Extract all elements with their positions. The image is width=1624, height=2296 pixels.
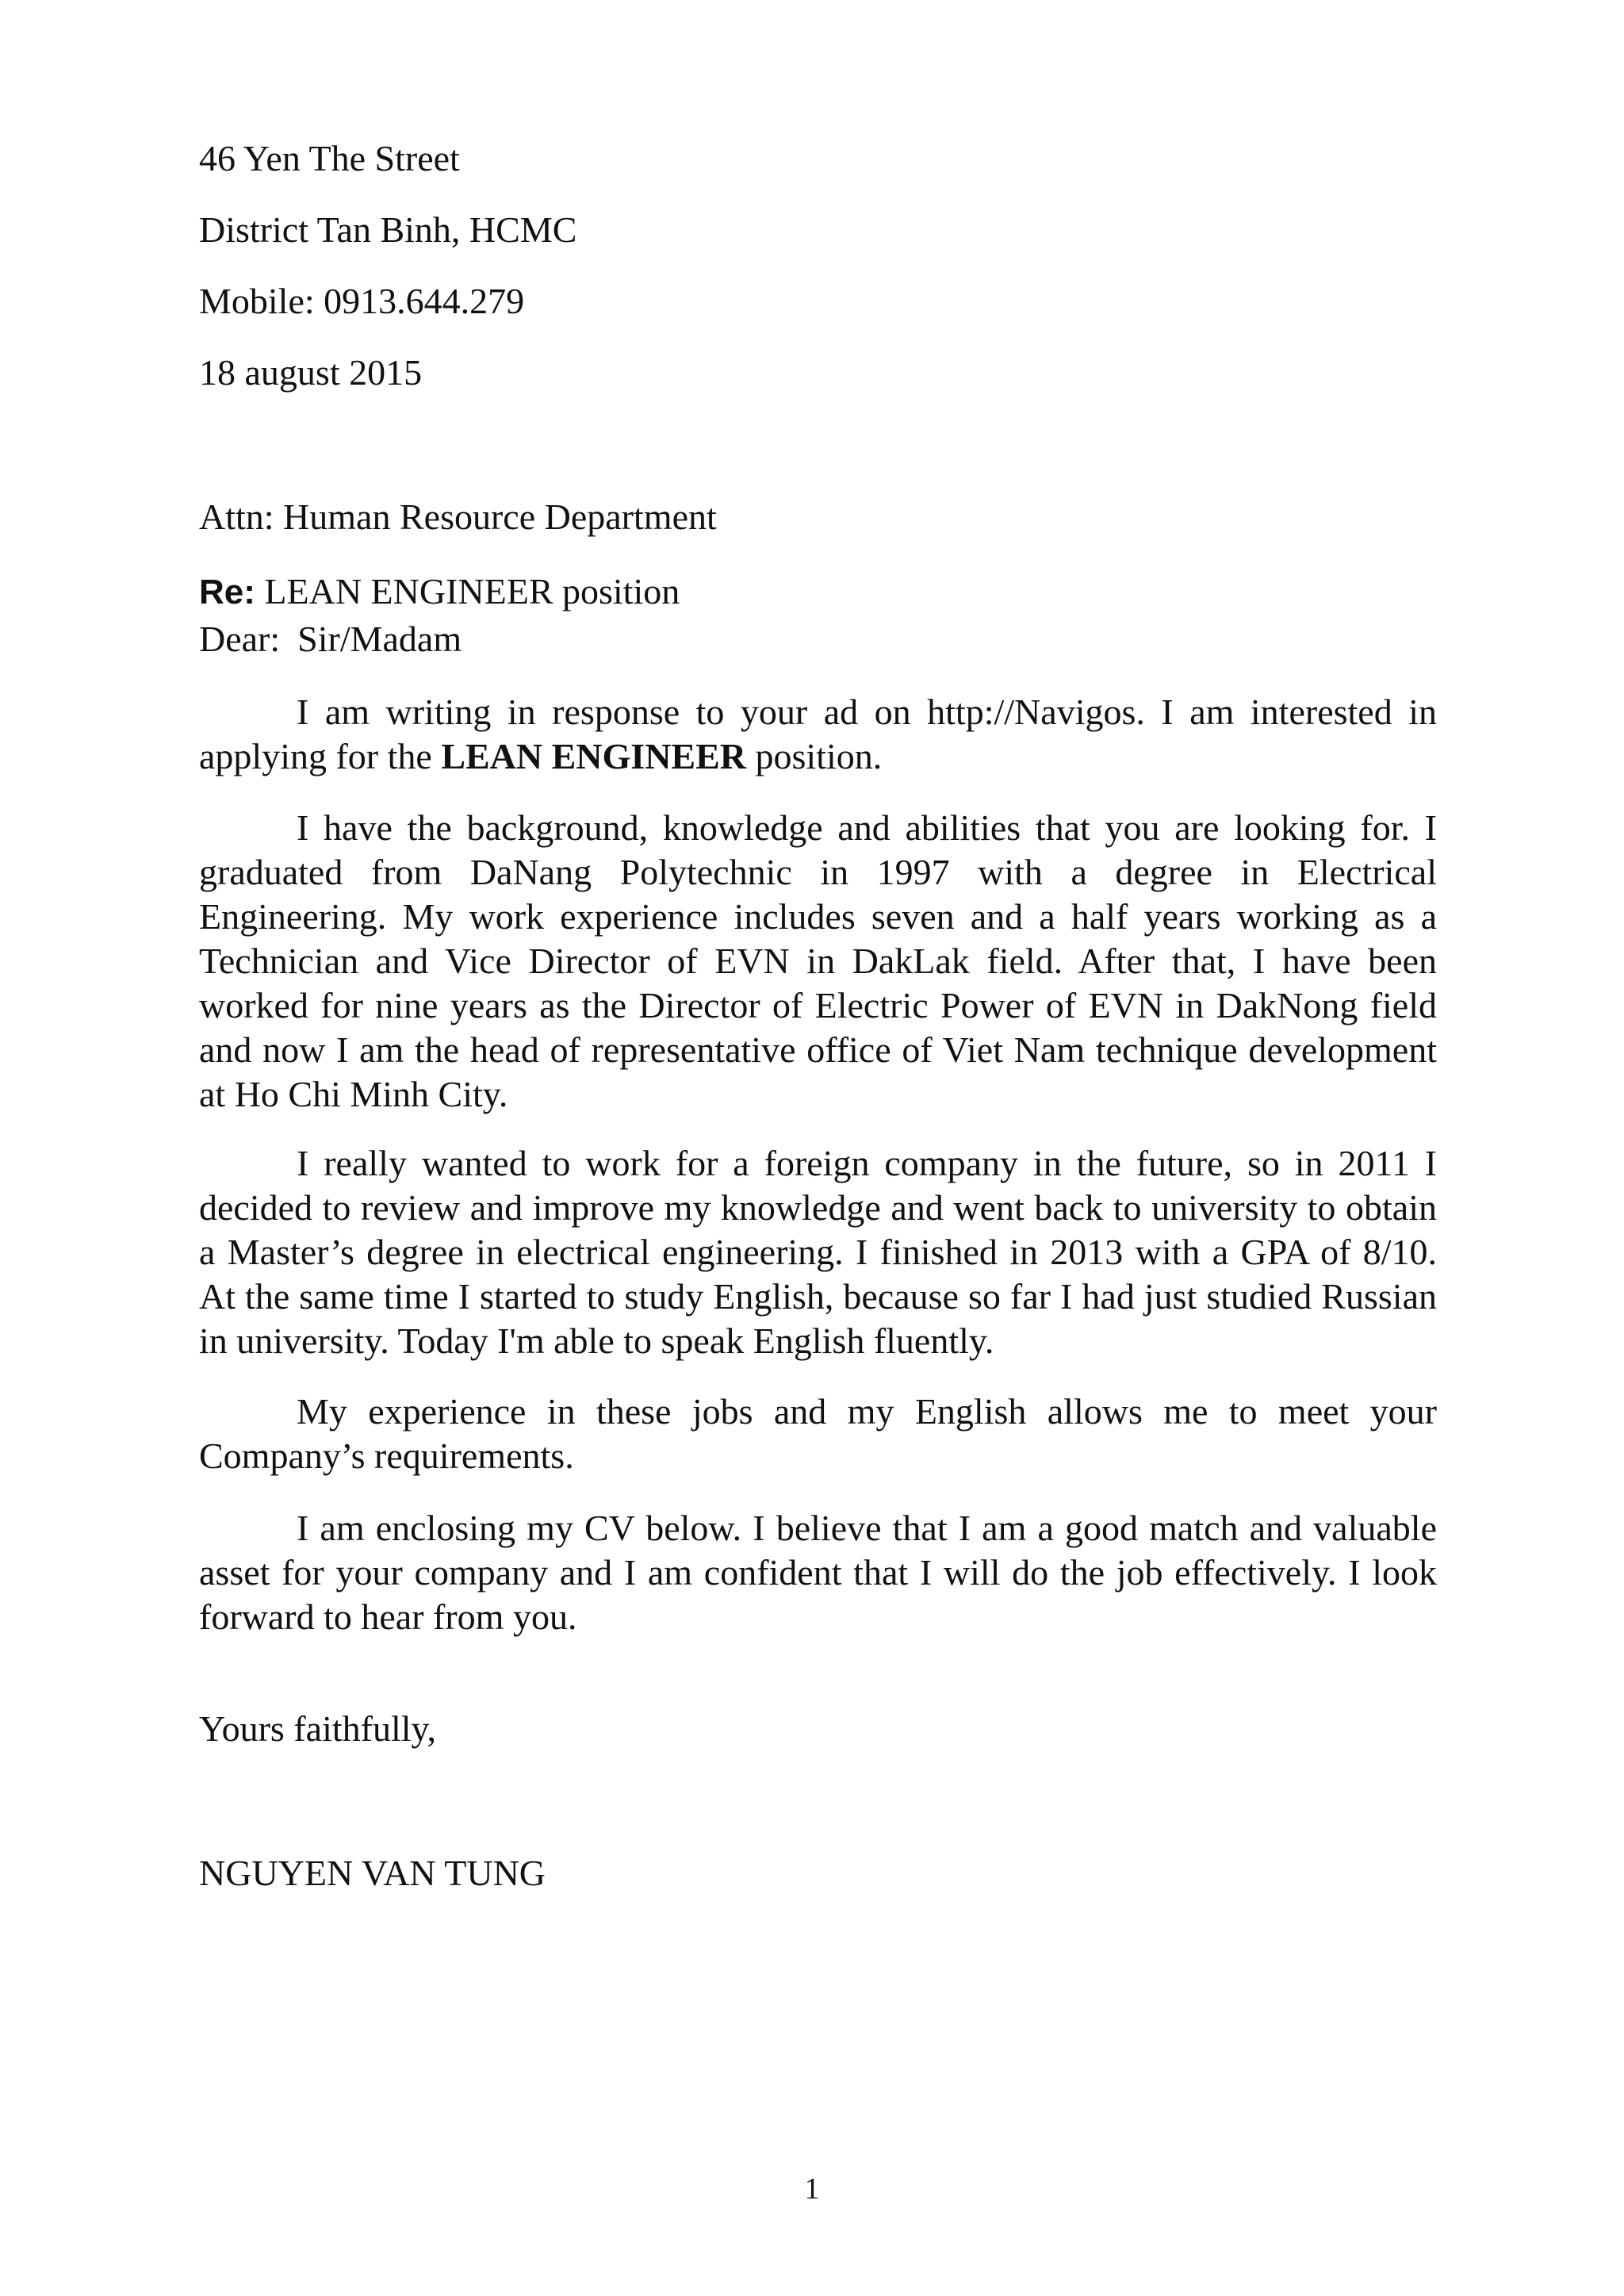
p1-intro: I am writing in response to your ad on http://Navigos. I am interested in applying for the xyxy=(199,692,1437,776)
body-paragraph-1 xyxy=(199,690,1437,779)
p1-position: LEAN ENGINEER xyxy=(441,736,747,776)
closing: Yours faithfully, xyxy=(199,1708,437,1749)
subject-text: LEAN ENGINEER position xyxy=(255,571,680,611)
body-paragraph-2: I have the background, knowledge and abilities that you are looking for. I graduated from DaNang Polytechnic in 1997 with a degree in Electrical Engineering. My work experience includes seven and a half years working as a Technician and Vice Director of EVN in DakLak field. After that, I have been worked for nine years as the Director of Electric Power of EVN in DakNong field and now I am the head of representative office of Viet Nam technique development at Ho Chi Minh City. xyxy=(199,807,1437,1114)
page-number: 1 xyxy=(804,2172,820,2206)
salutation-text: Sir/Madam xyxy=(297,619,462,659)
subject-label: Re: xyxy=(199,573,255,611)
salutation-label: Dear: xyxy=(199,619,281,659)
body-paragraph-4: My experience in these jobs and my English allows me to meet your Company’s requirements. xyxy=(199,1391,1437,1476)
sender-street: 46 Yen The Street xyxy=(199,138,460,178)
body-paragraph-5: I am enclosing my CV below. I believe that I am a good match and valuable asset for your company and I am confident that I will do the job effectively. I look forward to hear from you. xyxy=(199,1508,1437,1637)
p1-end: position. xyxy=(746,736,883,776)
attention-line: Attn: Human Resource Department xyxy=(199,496,717,537)
letter-date: 18 august 2015 xyxy=(199,352,423,393)
signature-name: NGUYEN VAN TUNG xyxy=(199,1853,546,1893)
sender-mobile: Mobile: 0913.644.279 xyxy=(199,281,525,321)
sender-district: District Tan Binh, HCMC xyxy=(199,209,577,250)
body-paragraph-3: I really wanted to work for a foreign company in the future, so in 2011 I decided to review and improve my knowledge and went back to university to obtain a Master’s degree in electrical engineering. I finished in 2013 with a GPA of 8/10. At the same time I started to study English, because so far I had just studied Russian in university. Today I'm able to speak English fluently. xyxy=(199,1143,1437,1361)
salutation-line xyxy=(199,617,462,661)
subject-line xyxy=(199,569,680,615)
